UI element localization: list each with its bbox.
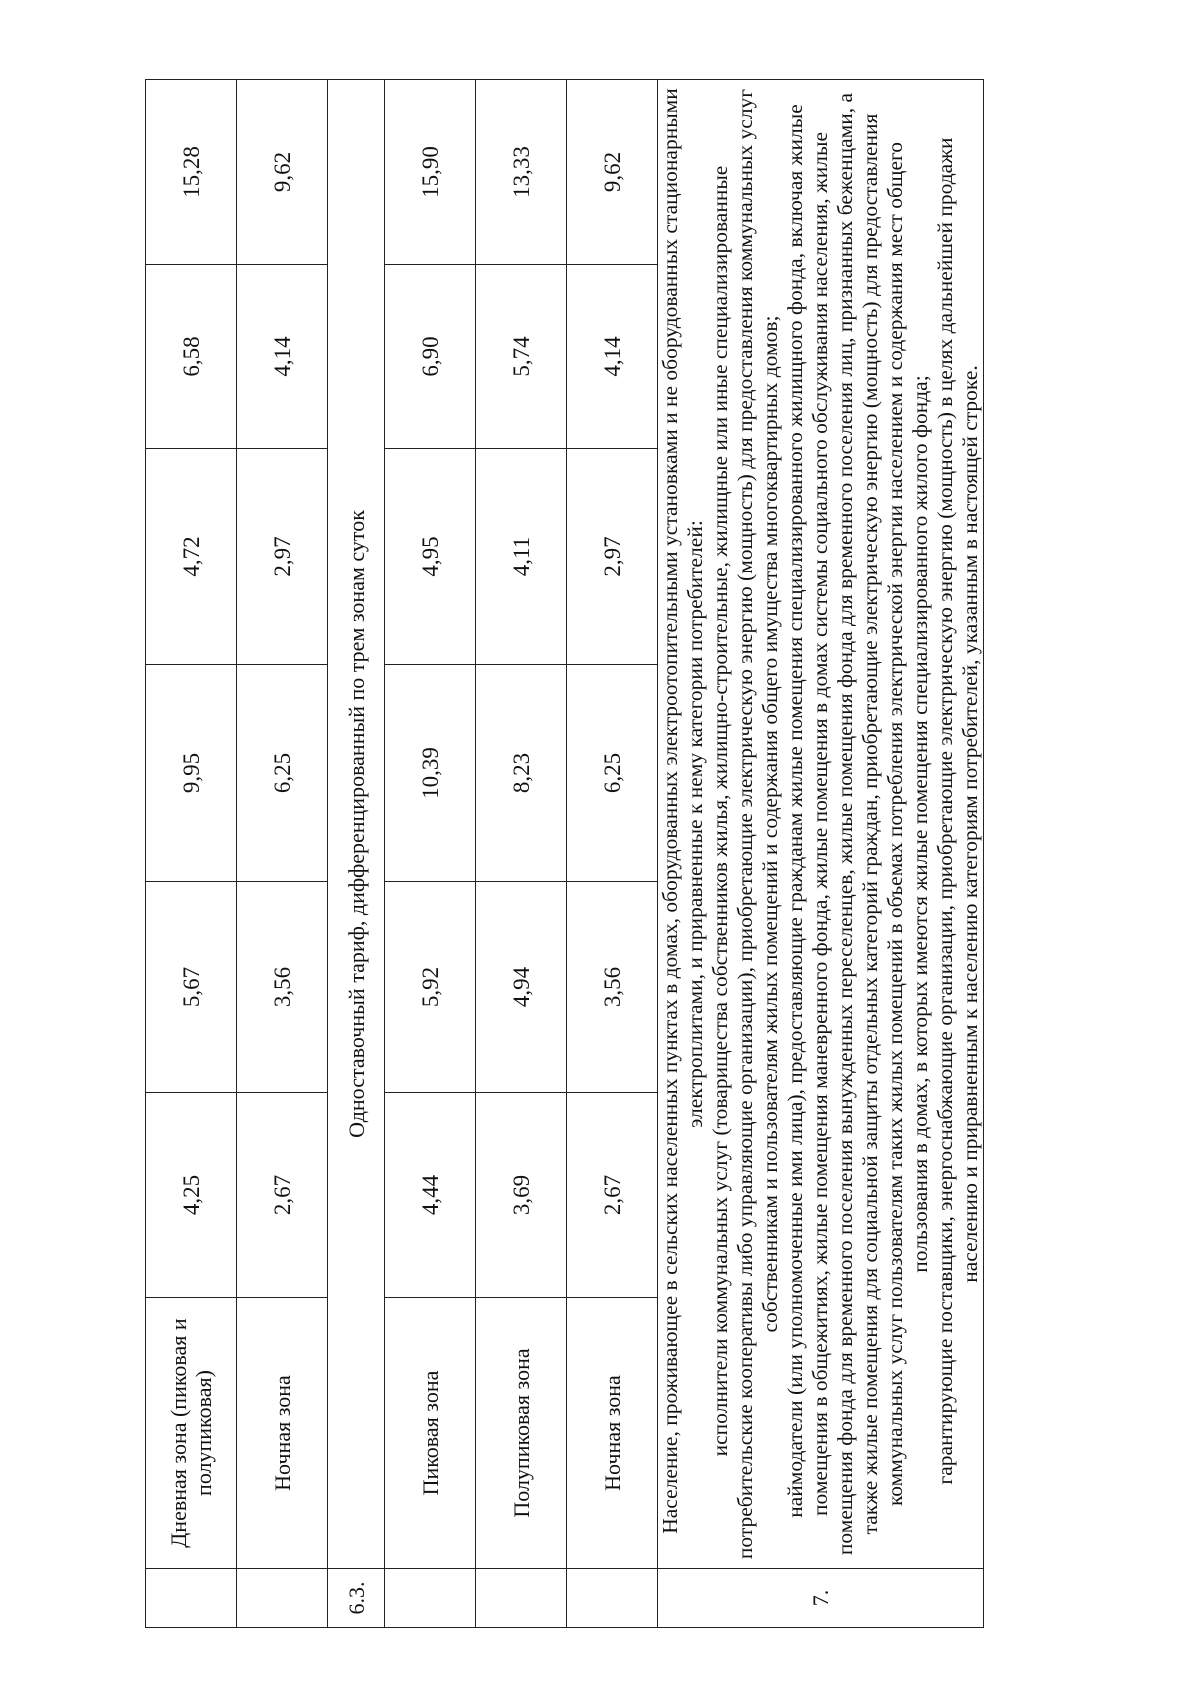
- tariff-value: 6,90: [385, 265, 476, 449]
- table-row-night-zone: [567, 80, 658, 1628]
- tariff-value: 9,62: [237, 80, 328, 265]
- tariff-value: 6,58: [146, 265, 237, 449]
- description-paragraph: исполнители коммунальных услуг (товарищества собственников жилья, жилищно-строительные, жилищные или иные специализированные потребительские кооперативы либо управляющие организации), приобретающие электрическую энергию (мощность) для предоставления коммунальных услуг собственникам и пользователям жилых помещений и содержания общего имущества многоквартирных домов;: [708, 88, 782, 1560]
- tariff-value: 2,97: [567, 449, 658, 665]
- tariff-value: 2,97: [237, 449, 328, 665]
- tariff-value: 5,67: [146, 882, 237, 1093]
- tariff-value: 15,90: [385, 80, 476, 265]
- description-paragraph: наймодатели (или уполномоченные ими лица), предоставляющие гражданам жилые помещения специализированного жилищного фонда, включая жилые помещения в общежитиях, жилые помещения маневренного фонда, жилые помещения в домах системы социального обслуживания населения, жилые помещения фонда для временного поселения вынужденных переселенцев, жилые помещения фонда для временного поселения лиц, признанных беженцами, а также жилые помещения для социальной защиты отдельных категорий граждан, приобретающие электрическую энергию (мощность) для предоставления коммунальных услуг пользователям таких жилых помещений в объемах потребления электрической энергии населением и содержания мест общего пользования в домах, в которых имеются жилые помещения специализированного жилого фонда;: [783, 92, 932, 1556]
- tariff-value: 5,92: [385, 882, 476, 1093]
- index-cell: [567, 1569, 658, 1628]
- tariff-value: 4,95: [385, 449, 476, 665]
- row-number: 6.3.: [328, 1569, 385, 1628]
- tariff-value: 6,25: [567, 665, 658, 882]
- zone-label: Полупиковая зона: [476, 1298, 567, 1569]
- index-cell: [146, 1569, 237, 1628]
- tariff-value: 4,14: [237, 265, 328, 449]
- zone-label: Дневная зона (пиковая и полупиковая): [146, 1298, 237, 1569]
- tariff-value: 4,25: [146, 1093, 237, 1298]
- table-row-peak-zone: [385, 80, 476, 1628]
- tariff-value: 4,72: [146, 449, 237, 665]
- table-row-day-zone: [146, 80, 237, 1628]
- index-cell: [385, 1569, 476, 1628]
- rotated-page: [145, 80, 1081, 1628]
- tariff-value: 10,39: [385, 665, 476, 882]
- zone-label: Пиковая зона: [385, 1298, 476, 1569]
- index-cell: [237, 1569, 328, 1628]
- description-paragraph: гарантирующие поставщики, энергоснабжающие организации, приобретающие электрическую энергию (мощность) в целях дальнейшей продажи населению и приравненным к населению категориям потребителей, указанным в настоящей строке.: [933, 137, 982, 1485]
- zone-label: Ночная зона: [237, 1298, 328, 1569]
- index-cell: [476, 1569, 567, 1628]
- zone-label: Ночная зона: [567, 1298, 658, 1569]
- tariff-value: 3,69: [476, 1093, 567, 1298]
- category-description: [658, 80, 984, 1569]
- tariff-value: 4,14: [567, 265, 658, 449]
- table-row-night-zone: [237, 80, 328, 1628]
- tariff-value: 3,56: [567, 882, 658, 1093]
- tariff-value: 5,74: [476, 265, 567, 449]
- tariff-value: 13,33: [476, 80, 567, 265]
- tariff-value: 9,95: [146, 665, 237, 882]
- tariff-value: 4,94: [476, 882, 567, 1093]
- description-paragraph: Население, проживающее в сельских населенных пунктах в домах, оборудованных электроотопительными установками и не оборудованных стационарными электроплитами, и приравненные к нему категории потребителей:: [658, 88, 707, 1534]
- table-row-section-6-3: [328, 80, 385, 1628]
- table-row-section-7: [658, 80, 984, 1628]
- tariff-value: 2,67: [567, 1093, 658, 1298]
- section-title: Одноставочный тариф, дифференцированный по трем зонам суток: [328, 80, 385, 1569]
- tariff-table: [145, 79, 984, 1628]
- tariff-value: 8,23: [476, 665, 567, 882]
- row-number: 7.: [658, 1569, 984, 1628]
- tariff-value: 9,62: [567, 80, 658, 265]
- tariff-value: 6,25: [237, 665, 328, 882]
- tariff-value: 4,11: [476, 449, 567, 665]
- tariff-value: 3,56: [237, 882, 328, 1093]
- table-row-half-peak-zone: [476, 80, 567, 1628]
- tariff-value: 4,44: [385, 1093, 476, 1298]
- tariff-value: 2,67: [237, 1093, 328, 1298]
- tariff-value: 15,28: [146, 80, 237, 265]
